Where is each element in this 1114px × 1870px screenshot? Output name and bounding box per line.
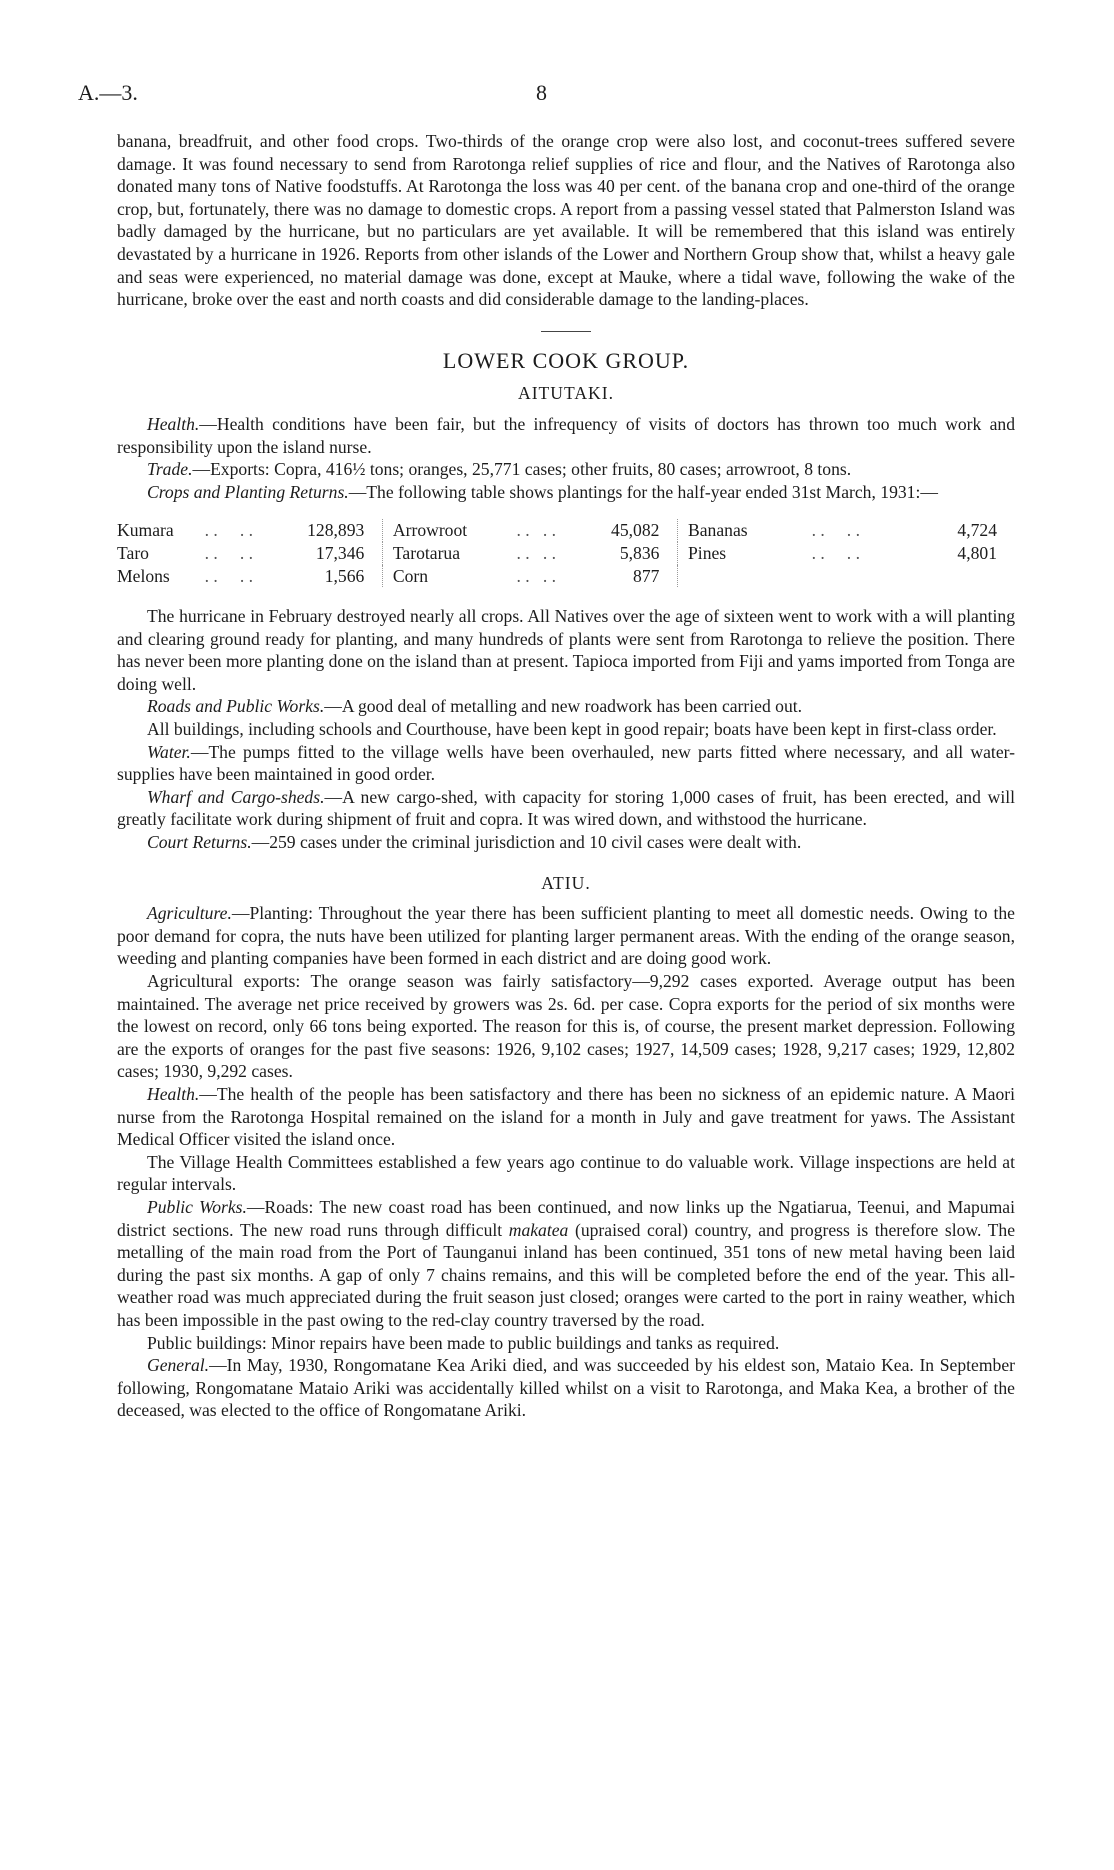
page-number: 8 <box>536 80 547 105</box>
aitutaki-health: Health.—Health conditions have been fair, but the infrequency of visits of doctors has thrown too much work and responsibility upon the island nurse. <box>117 413 1015 457</box>
atiu-general: General.—In May, 1930, Rongomatane Kea Ariki died, and was succeeded by his eldest son, Mataio Kea. In September following, Rongomatane Mataio Ariki was accidentally killed whilst on a visit to Rarotonga, and Maka Kea, a brother of the deceased, was elected to the office of Rongomatane Ariki. <box>117 1355 1015 1421</box>
aitutaki-buildings: All buildings, including schools and Courthouse, have been kept in good repair; boats have been kept in first-class order. <box>147 719 997 740</box>
table-row: Taro . . . . 17,346 Tarotarua . . . . 5,836 Pines . . . . 4,801 <box>117 542 997 563</box>
aitutaki-roads: Roads and Public Works.—A good deal of metalling and new roadwork has been carried out. <box>147 696 803 717</box>
atiu-heading: ATIU. <box>541 872 591 893</box>
aitutaki-crops-intro: Crops and Planting Returns.—The following table shows plantings for the half-year ended 31st March, 1931:— <box>147 481 938 502</box>
atiu-public-buildings: Public buildings: Minor repairs have been made to public buildings and tanks as required. <box>147 1332 780 1353</box>
atiu-exports: Agricultural exports: The orange season was fairly satisfactory—9,292 cases exported. Average output has been maintained. The average net price received by growers was 2s. 6d. per case. Copra exports for the period of six months were the lowest on record, only 66 tons being exported. The reason for this is, of course, the present market depression. Following are the exports of oranges for the past five seasons: 1926, 9,102 cases; 1927, 14,509 cases; 1928, 9,217 cases; 1929, 12,802 cases; 1930, 9,292 cases. <box>117 971 1015 1082</box>
atiu-public-works: Public Works.—Roads: The new coast road has been continued, and now links up the Ngatiarua, Teenui, and Mapumai district sections. The new road runs through difficult makatea (upraised coral) country, and progress is therefore slow. The metalling of the main road from the Port of Taunganui inland has been continued, 351 tons of new metal having been laid during the past six months. A gap of only 7 chains remains, and this will be completed before the end of the year. This all-weather road was much appreciated during the fruit season just closed; oranges were carted to the port in rainy weather, which has been impossible in the past owing to the red-clay country traversed by the road. <box>117 1196 1016 1330</box>
aitutaki-water: Water.—The pumps fitted to the village wells have been overhauled, new parts fitted where necessary, and all water-supplies have been maintained in good order. <box>117 741 1015 785</box>
table-row: Kumara . . . . 128,893 Arrowroot . . . . 45,082 Bananas . . . . 4,724 <box>117 520 997 541</box>
aitutaki-court: Court Returns.—259 cases under the criminal jurisdiction and 10 civil cases were dealt with. <box>147 832 802 853</box>
aitutaki-trade: Trade.—Exports: Copra, 416½ tons; oranges, 25,771 cases; other fruits, 80 cases; arrowroot, 8 tons. <box>147 459 852 480</box>
aitutaki-heading: AITUTAKI. <box>517 383 615 404</box>
section-title: LOWER COOK GROUP. <box>442 347 690 373</box>
section-divider <box>541 331 591 332</box>
aitutaki-wharf: Wharf and Cargo-sheds.—A new cargo-shed, with capacity for storing 1,000 cases of fruit, has been erected, and will greatly facilitate work during shipment of fruit and copra. It was wired down, and withstood the hurricane. <box>117 786 1015 830</box>
report-reference: A.—3. <box>78 80 138 105</box>
atiu-agriculture: Agriculture.—Planting: Throughout the year there has been sufficient planting to meet all domestic needs. Owing to the poor demand for copra, the nuts have been utilized for planting larger permanent areas. With the ending of the orange season, weeding and planting companies have been formed in each district and are doing good work. <box>117 903 1015 969</box>
table-row: Melons . . . . 1,566 Corn . . . . 877 <box>117 565 1015 588</box>
atiu-health: Health.—The health of the people has been satisfactory and there has been no sickness of an epidemic nature. A Maori nurse from the Rarotonga Hospital remained on the island for a month in July and gave treatment for yaws. The Assistant Medical Officer visited the island once. <box>117 1083 1015 1150</box>
aitutaki-hurricane: The hurricane in February destroyed nearly all crops. All Natives over the age of sixteen went to work with a will planting and clearing ground ready for planting, and many hundreds of plants were sent from Rarotonga to relieve the position. There has never been more planting done on the island than at present. Tapioca imported from Fiji and yams imported from Tonga are doing well. <box>117 606 1015 694</box>
document-body <box>117 130 1015 1422</box>
intro-paragraph: banana, breadfruit, and other food crops. Two-thirds of the orange crop were also lost, and coconut-trees suffered severe damage. It was found necessary to send from Rarotonga relief supplies of rice and flour, and the Natives of Rarotonga also donated many tons of Native foodstuffs. At Rarotonga the loss was 40 per cent. of the banana crop and one-third of the orange crop, but, fortunately, there was no damage to domestic crops. A report from a passing vessel stated that Palmerston Island was badly damaged by the hurricane, but no particulars are yet available. It will be remembered that this island was entirely devastated by a hurricane in 1926. Reports from other islands of the Lower and Northern Group show that, whilst a heavy gale and seas were experienced, no material damage was done, except at Mauke, where a tidal wave, following the wake of the hurricane, broke over the east and north coasts and did considerable damage to the landing-places. <box>117 131 1015 310</box>
crops-table <box>117 519 1015 587</box>
atiu-village: The Village Health Committees established a few years ago continue to do valuable work. Village inspections are held at regular intervals. <box>117 1151 1015 1195</box>
